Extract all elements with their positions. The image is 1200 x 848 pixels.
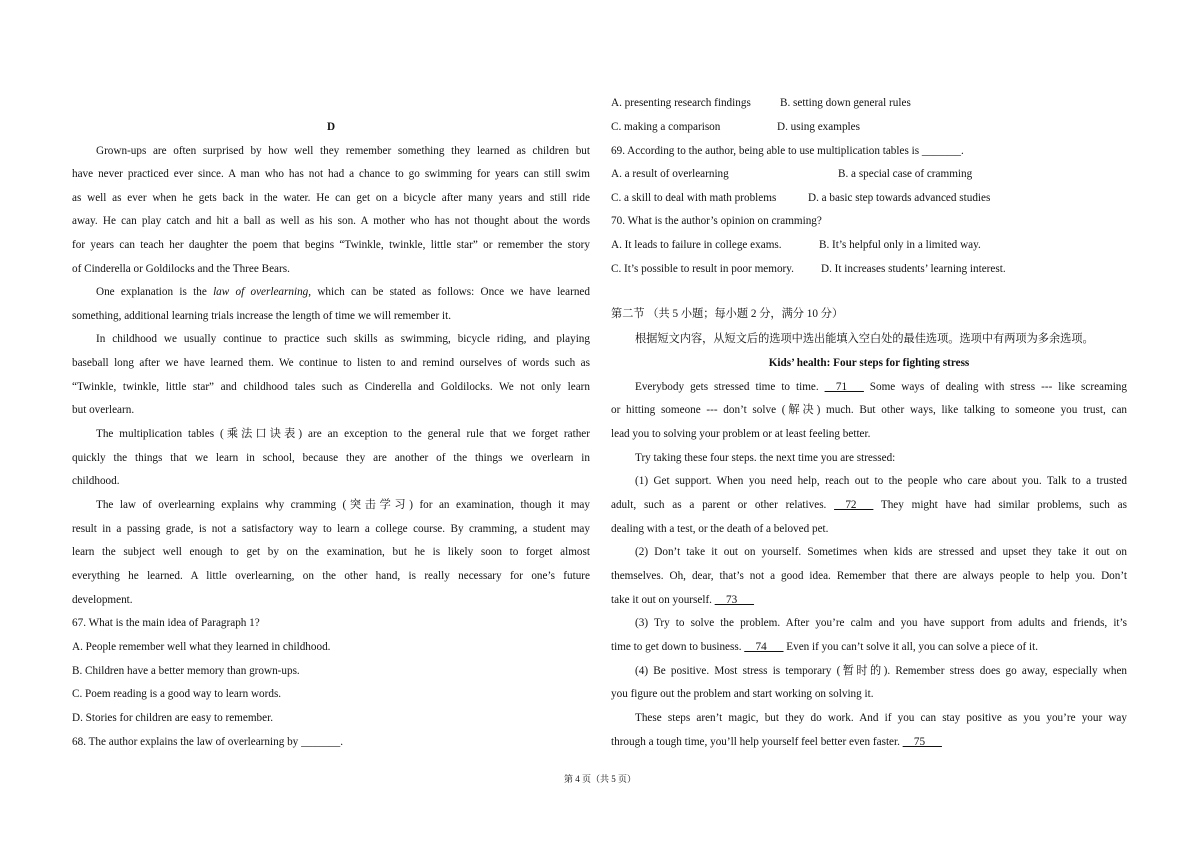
question-69-option-a[interactable]: A. a result of overlearning (611, 168, 729, 180)
question-70-option-d[interactable]: D. It increases students’ learning interest. (821, 263, 1006, 275)
passage-line: away. He can play catch and hit a ball as well as his son. A mother who has not thought about the words (72, 215, 590, 227)
question-70-option-c[interactable]: C. It’s possible to result in poor memory. (611, 263, 794, 275)
blank-73[interactable]: __73___ (714, 594, 754, 606)
article-line (611, 592, 754, 608)
article-line: (4) Be positive. Most stress is temporary (暂时的). Remember stress does go away, especially when (635, 665, 1127, 677)
question-69-stem: 69. According to the author, being able to use multiplication tables is _______. (611, 145, 964, 157)
question-67-option-d[interactable]: D. Stories for children are easy to remember. (72, 712, 273, 724)
article-text: They might have had similar problems, such as (873, 499, 1127, 511)
passage-line: as well as ever when he gets back in the water. He can get on a bicycle after many years and still ride (72, 192, 590, 204)
passage-line: In childhood we usually continue to practice such skills as swimming, bicycle riding, and playing (96, 333, 590, 345)
article-text: adult, such as a parent or other relatives. (611, 499, 835, 511)
question-69-option-d[interactable]: D. a basic step towards advanced studies (808, 192, 991, 204)
article-text: through a tough time, you’ll help yourself feel better even faster. (611, 736, 903, 748)
passage-heading: D (326, 121, 336, 133)
article-title: Kids’ health: Four steps for fighting stress (768, 357, 970, 369)
blank-72[interactable]: __72___ (834, 499, 874, 511)
blank-75[interactable]: __75___ (902, 736, 942, 748)
section-instruction: 根据短文内容，从短文后的选项中选出能填入空白处的最佳选项。选项中有两项为多余选项。 (635, 333, 1094, 345)
article-line (611, 379, 1127, 395)
passage-line (72, 284, 590, 300)
article-line (611, 734, 942, 750)
article-line: lead you to solving your problem or at least feeling better. (611, 428, 871, 440)
passage-line: of Cinderella or Goldilocks and the Three Bears. (72, 263, 290, 275)
article-text: take it out on yourself. (611, 594, 715, 606)
question-69-option-c[interactable]: C. a skill to deal with math problems (611, 192, 777, 204)
passage-line: everything he learned. A little overlearning, on the other hand, is really necessary for one’s future (72, 570, 590, 582)
article-line: (2) Don’t take it out on yourself. Sometimes when kids are stressed and upset they take it out on (635, 546, 1127, 558)
passage-line: development. (72, 594, 133, 606)
question-70-option-b[interactable]: B. It’s helpful only in a limited way. (819, 239, 981, 251)
question-68-stem: 68. The author explains the law of overlearning by _______. (72, 736, 344, 748)
article-text: time to get down to business. (611, 641, 745, 653)
section-header: 第二节 （共 5 小题；每小题 2 分，满分 10 分） (611, 308, 844, 320)
question-70-stem: 70. What is the author’s opinion on cramming? (611, 215, 822, 227)
question-70-option-a[interactable]: A. It leads to failure in college exams. (611, 239, 782, 251)
page-footer: 第 4 页（共 5 页） (563, 774, 636, 784)
article-line (611, 497, 1127, 513)
passage-line: but overlearn. (72, 404, 135, 416)
article-line: (3) Try to solve the problem. After you’re calm and you have support from adults and friends, it’s (635, 617, 1127, 629)
passage-line: have never practiced ever since. A man who has not had a chance to go swimming for years can still swim (72, 168, 590, 180)
question-68-option-a[interactable]: A. presenting research findings (611, 97, 751, 109)
article-line (611, 639, 1038, 655)
passage-line: quickly the things that we learn in school, because they are another of the things we overlearn in (72, 452, 590, 464)
question-67-stem: 67. What is the main idea of Paragraph 1? (72, 617, 260, 629)
article-line: themselves. Oh, dear, that’s not a good idea. Remember that there are always people to help you. Don’t (611, 570, 1127, 582)
passage-line: Grown-ups are often surprised by how well they remember something they learned as children but (96, 145, 590, 157)
article-line: These steps aren’t magic, but they do work. And if you can stay positive as you you’re your way (635, 712, 1127, 724)
article-text: Some ways of dealing with stress --- like screaming (863, 381, 1127, 393)
passage-line: The multiplication tables (乘法口诀表) are an exception to the general rule that we forget rather (96, 428, 590, 440)
passage-line: for years can teach her daughter the poem that begins “Twinkle, twinkle, little star” or remember the story (72, 239, 590, 251)
passage-line: something, additional learning trials increase the length of time we will remember it. (72, 310, 452, 322)
article-line: dealing with a test, or the death of a beloved pet. (611, 523, 829, 535)
question-68-option-b[interactable]: B. setting down general rules (780, 97, 911, 109)
passage-line: The law of overlearning explains why cramming (突击学习) for an examination, though it may (96, 499, 590, 511)
blank-74[interactable]: __74___ (744, 641, 784, 653)
passage-line: result in a passing grade, is not a satisfactory way to learn a college course. By cramming, a student may (72, 523, 590, 535)
passage-line: learn the subject well enough to get by on the examination, but he is likely soon to forget almost (72, 546, 590, 558)
article-text: Everybody gets stressed time to time. (635, 381, 825, 393)
law-term: law of overlearning (213, 286, 309, 298)
article-line: Try taking these four steps. the next time you are stressed: (635, 452, 896, 464)
question-69-option-b[interactable]: B. a special case of cramming (838, 168, 973, 180)
article-line: you figure out the problem and start working on solving it. (611, 688, 874, 700)
question-67-option-c[interactable]: C. Poem reading is a good way to learn words. (72, 688, 282, 700)
question-67-option-a[interactable]: A. People remember well what they learned in childhood. (72, 641, 331, 653)
article-text: Even if you can’t solve it all, you can solve a piece of it. (783, 641, 1039, 653)
question-67-option-b[interactable]: B. Children have a better memory than grown-ups. (72, 665, 300, 677)
passage-text: , which can be stated as follows: Once we have learned (308, 286, 590, 298)
passage-line: childhood. (72, 475, 120, 487)
article-line: (1) Get support. When you need help, reach out to the people who care about you. Talk to a trusted (635, 475, 1127, 487)
article-line: or hitting someone --- don’t solve (解决) much. But other ways, like talking to someone you trust, can (611, 404, 1127, 416)
blank-71[interactable]: __71___ (824, 381, 864, 393)
question-68-option-d[interactable]: D. using examples (777, 121, 860, 133)
passage-text: One explanation is the (96, 286, 214, 298)
passage-line: baseball long after we have learned them. We continue to listen to and remind ourselves of words such as (72, 357, 590, 369)
passage-line: “Twinkle, twinkle, little star” and childhood tales such as Cinderella and Goldilocks. We not only learn (72, 381, 590, 393)
question-68-option-c[interactable]: C. making a comparison (611, 121, 721, 133)
